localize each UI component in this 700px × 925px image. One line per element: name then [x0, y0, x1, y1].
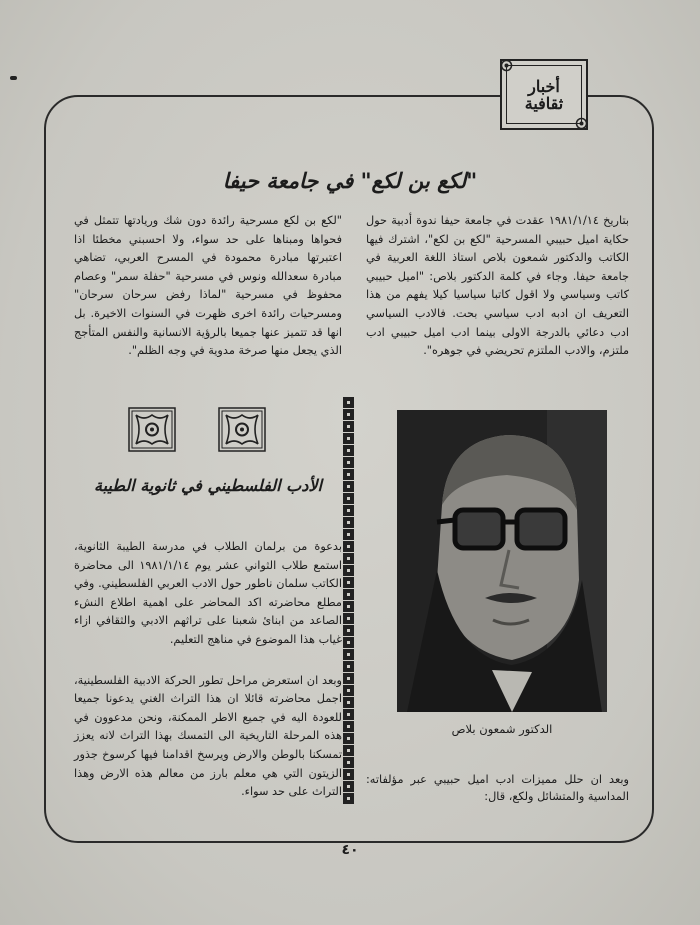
divider-link-icon	[343, 457, 354, 468]
divider-link-icon	[343, 697, 354, 708]
article1-right-text: بتاريخ ١٩٨١/١/١٤ عقدت في جامعة حيفا ندوة أدبية حول حكاية اميل حبيبي المسرحية "لكع بن لكع"، اشترك فيها الكاتب والدكتور شمعون بلاص استاذ اللغة العربية في جامعة حيفا. وجاء في كلمة الدكتور بلاص: "اميل حبيبي كاتب وسياسي ولا اقول كاتبا سياسيا كيلا يفهم من هذا التعريف ان ادبه ادب سياسي بحت. فالادب السياسي ادب دعائي بالدرجة الاولى بينما ادب اميل حبيبي ادب ملتزم، والادب الملتزم تحريضي في جوهره".	[366, 214, 629, 358]
masthead-inner	[506, 65, 582, 124]
divider-link-icon	[343, 601, 354, 612]
article1-left-column	[74, 212, 342, 361]
divider-link-icon	[343, 517, 354, 528]
article2-title: الأدب الفلسطيني في ثانوية الطيبة	[94, 476, 322, 495]
divider-link-icon	[343, 649, 354, 660]
masthead-box	[500, 59, 588, 130]
article1-continuation-text: وبعد ان حلل مميزات ادب اميل حبيبي عبر مؤلفاته: المداسية والمتشائل ولكع، قال:	[366, 773, 629, 803]
divider-link-icon	[343, 769, 354, 780]
divider-link-icon	[343, 421, 354, 432]
article2-paragraph-2: وبعد ان استعرض مراحل تطور الحركة الادبية الفلسطينية، اجمل محاضرته قائلا ان هذا التراث الغني يدعونا جميعا للعودة اليه في جميع الاطر الممكنة، ونحن مدعوون في هذه المرحلة التاريخية الى التمسك بهذا التراث لانه يعزز تمسكنا بالوطن والارض ويرسخ اقدامنا فيها كرسوخ جذور الزيتون التي هي معلم بارز من معالم هذه الارض وهذا التراث على حد سواء.	[74, 673, 342, 799]
divider-link-icon	[343, 613, 354, 624]
divider-link-icon	[343, 481, 354, 492]
article2-paragraph-1: بدعوة من برلمان الطلاب في مدرسة الطيبة الثانوية، استمع طلاب الثواني عشر يوم ١٩٨١/١/١٤ الى محاضرة الكاتب سلمان ناطور حول الادب العربي الفلسطيني. وفي مطلع محاضرته اكد المحاضر على اهمية اطلاع النشء الصاعد من ابنائ شعبنا على تراثهم الادبي والثقافي ازاء غياب هذا الموضوع في مناهج التعليم.	[74, 540, 342, 646]
portrait-image	[397, 410, 607, 712]
divider-link-icon	[343, 553, 354, 564]
divider-link-icon	[343, 745, 354, 756]
portrait-photo	[397, 410, 607, 712]
divider-link-icon	[343, 541, 354, 552]
divider-link-icon	[343, 589, 354, 600]
ornament-icon	[218, 407, 266, 452]
divider-link-icon	[343, 781, 354, 792]
article1-continuation	[366, 771, 629, 805]
divider-link-icon	[343, 721, 354, 732]
divider-link-icon	[343, 757, 354, 768]
divider-link-icon	[343, 469, 354, 480]
divider-link-icon	[343, 625, 354, 636]
divider-link-icon	[343, 673, 354, 684]
divider-link-icon	[343, 637, 354, 648]
page-number: ٤٠	[341, 842, 359, 858]
article1-left-text: "لكع بن لكع مسرحية رائدة دون شك وريادتها تتمثل في فحواها ومبناها على حد سواء، ولا احسبني مخطئا اذا اعتبرتها مبادرة محمودة في المسرح العربي، تضاهي مبادرة سعدالله ونوس في مسرحية "حفلة سمر" وعصام محفوظ في مسرحية "لماذا رفض سرحان سرحان" ومسرحيات رائدة اخرى ظهرت في السنوات الاخيرة. بل انها قد تتميز عنها جميعا بالرؤية الانسانية والنفس المتأجج الذي يجعل منها صرخة مدوية في وجه الظلم".	[74, 214, 342, 358]
divider-link-icon	[343, 661, 354, 672]
ornament-icon	[128, 407, 176, 452]
divider-link-icon	[343, 505, 354, 516]
divider-link-icon	[343, 733, 354, 744]
article2-column	[74, 538, 342, 802]
photo-caption: الدكتور شمعون بلاص	[451, 722, 553, 736]
article1-right-column	[366, 212, 629, 361]
divider-link-icon	[343, 433, 354, 444]
divider-link-icon	[343, 529, 354, 540]
divider-link-icon	[343, 397, 354, 408]
divider-link-icon	[343, 565, 354, 576]
divider-link-icon	[343, 409, 354, 420]
divider-link-icon	[343, 793, 354, 804]
divider-link-icon	[343, 577, 354, 588]
divider-link-icon	[343, 685, 354, 696]
column-divider-ornament	[343, 397, 356, 807]
divider-link-icon	[343, 445, 354, 456]
scan-mark	[10, 76, 17, 80]
masthead-line-2: ثقافية	[524, 93, 564, 113]
masthead-title	[525, 78, 563, 112]
divider-link-icon	[343, 493, 354, 504]
masthead-line-1: أخبار	[528, 76, 560, 96]
divider-link-icon	[343, 709, 354, 720]
article1-title: "لكع بن لكع" في جامعة حيفا	[222, 168, 478, 193]
